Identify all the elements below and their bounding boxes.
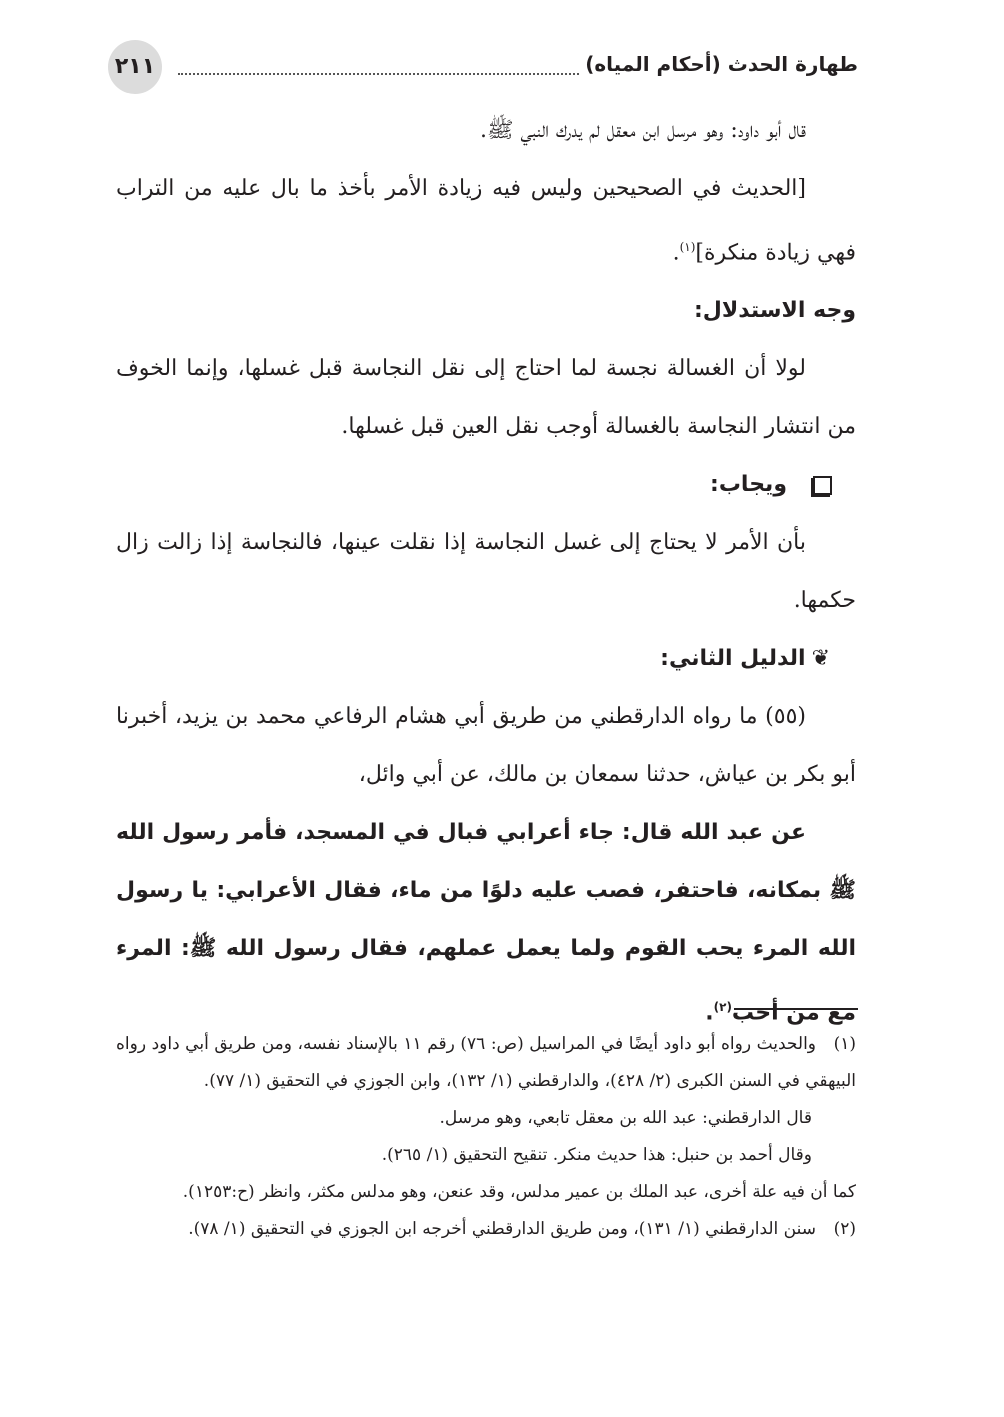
punctuation: . (705, 1000, 714, 1026)
main-text (116, 102, 856, 1043)
footnote (116, 1026, 856, 1100)
footnote-separator (734, 1008, 858, 1010)
punctuation: . (672, 240, 680, 266)
paragraph: (٥٥) ما رواه الدارقطني من طريق أبي هشام الرفاعي محمد بن يزيد، أخبرنا أبو بكر بن عياش، حدثنا سمعان بن مالك، عن أبي وائل، (116, 704, 856, 788)
heading-text: ويجاب: (710, 472, 787, 498)
heading-text: الدليل الثاني: (660, 646, 806, 672)
page-header (108, 40, 858, 92)
paragraph: لولا أن الغسالة نجسة لما احتاج إلى نقل النجاسة قبل غسلها، وإنما الخوف من انتشار النجاسة بالغسالة أوجب نقل العين قبل غسلها. (116, 356, 856, 440)
footnote-number: (١) (833, 1034, 857, 1054)
leaf-ornament-icon: ❦ (811, 646, 830, 672)
checkbox-icon (813, 476, 832, 495)
hadith-text (116, 804, 856, 1042)
page-number: ٢١١ (108, 40, 162, 94)
footnote-line: قال الدارقطني: عبد الله بن معقل تابعي، وهو مرسل. (439, 1108, 812, 1128)
footnotes (116, 1026, 856, 1248)
footnote-ref: (٢) (713, 1000, 732, 1015)
footnote-text: والحديث رواه أبو داود أيضًا في المراسيل (ص: ٧٦) رقم ١١ بالإسناد نفسه، ومن طريق أبي داود رواه البيهقي في السنن الكبرى (٢/ ٤٢٨)، والدارقطني (١/ ١٣٢)، وابن الجوزي في التحقيق (١/ ٧٧). (116, 1034, 856, 1091)
paragraph: بأن الأمر لا يحتاج إلى غسل النجاسة إذا نقلت عينها، فالنجاسة إذا زالت زال حكمها. (116, 530, 856, 614)
paragraph: قال أبو داود: وهو مرسل ابن معقل لم يدرك النبي ﷺ. (479, 118, 806, 143)
section-heading: وجه الاستدلال: (693, 298, 856, 324)
footnote-text: سنن الدارقطني (١/ ١٣١)، ومن طريق الدارقطني أخرجه ابن الجوزي في التحقيق (١/ ٧٨). (188, 1219, 816, 1239)
hadith-body: عن عبد الله قال: جاء أعرابي فبال في المسجد، فأمر رسول الله ﷺ بمكانه، فاحتفر، فصب عليه دلوًا من ماء، فقال الأعرابي: يا رسول الله المرء يحب القوم ولما يعمل عملهم، فقال رسول الله ﷺ: المرء مع من أحب (116, 820, 856, 1026)
section-heading (116, 456, 856, 514)
footnote-line: كما أن فيه علة أخرى، عبد الملك بن عمير مدلس، وقد عنعن، وهو مدلس مكثر، وانظر (ح:١٢٥٣). (182, 1182, 856, 1202)
paragraph (116, 160, 856, 282)
footnote-number: (٢) (833, 1219, 856, 1239)
footnote-ref: (١) (679, 240, 696, 254)
footnote (116, 1211, 856, 1248)
running-title: طهارة الحدث (أحكام المياه) (579, 52, 858, 76)
footnote-line: وقال أحمد بن حنبل: هذا حديث منكر. تنقيح التحقيق (١/ ٢٦٥). (381, 1145, 812, 1165)
paragraph-text: [الحديث في الصحيحين وليس فيه زيادة الأمر بأخذ ما بال عليه من التراب فهي زيادة منكرة] (116, 176, 856, 266)
section-heading (116, 630, 856, 688)
